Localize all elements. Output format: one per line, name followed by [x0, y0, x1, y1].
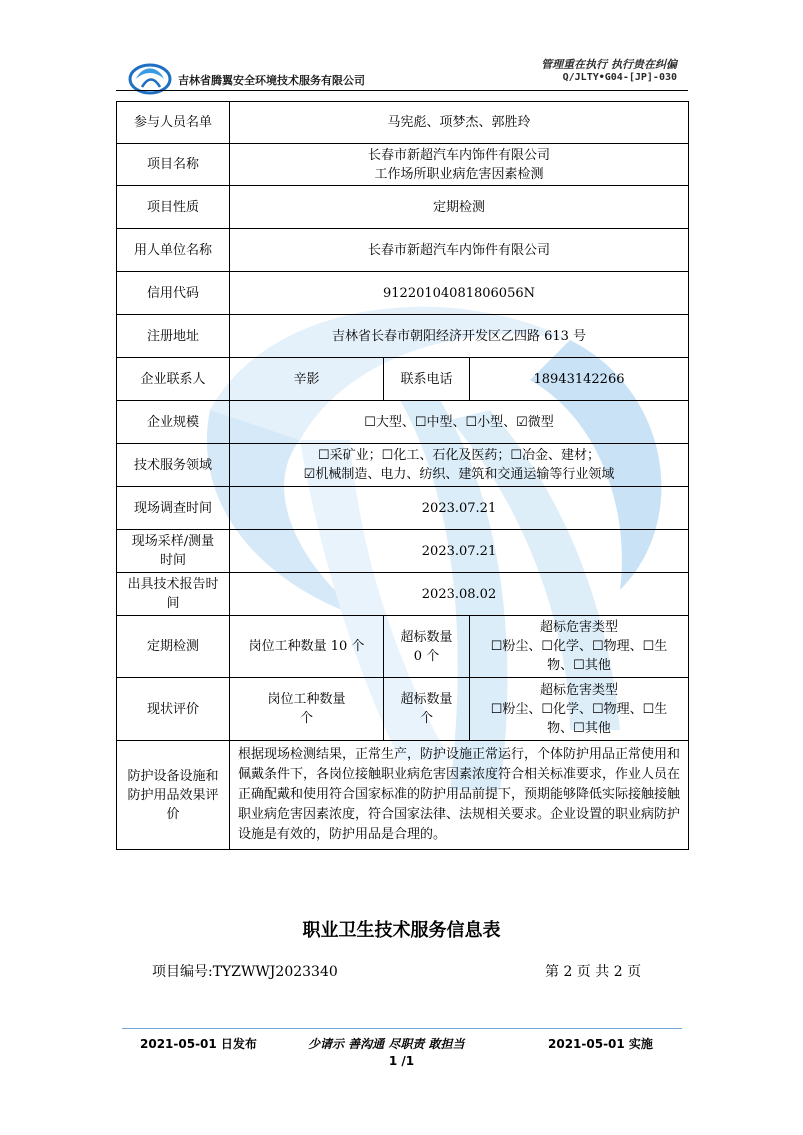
report-time-value: 2023.08.02 — [230, 573, 689, 616]
project-number: 项目编号:TYZWWJ2023340 — [152, 964, 338, 980]
participants-label: 参与人员名单 — [117, 102, 230, 144]
header-divider — [116, 90, 688, 91]
protection-label-line1: 防护设备设施和 — [127, 768, 219, 784]
company-name: 吉林省腾翼安全环境技术服务有限公司 — [178, 74, 365, 87]
participants-value: 马宪彪、项梦杰、郭胜玲 — [230, 102, 689, 144]
project-name-line2: 工作场所职业病危害因素检测 — [374, 166, 544, 182]
header-slogan: 管理重在执行 执行贵在纠偏 — [541, 58, 677, 71]
table-row-address — [117, 315, 689, 358]
current-hazard-title: 超标危害类型 — [539, 682, 618, 698]
periodic-hazard — [470, 616, 689, 678]
phone-label: 联系电话 — [384, 358, 470, 401]
page-title: 职业卫生技术服务信息表 — [302, 920, 501, 941]
current-exceed — [384, 678, 470, 741]
page-indicator: 第 2 页 共 2 页 — [545, 964, 642, 980]
table-row-sampling-time — [117, 530, 689, 573]
field-line2: ☑机械制造、电力、纺织、建筑和交通运输等行业领域 — [303, 467, 615, 482]
current-posts-label: 岗位工种数量 — [267, 692, 346, 707]
footer-divider — [122, 1028, 682, 1029]
contact-label: 企业联系人 — [117, 358, 230, 401]
document-header — [120, 52, 685, 102]
table-row-protection-evaluation — [117, 741, 689, 850]
sampling-time-value: 2023.07.21 — [230, 530, 689, 573]
current-hazard — [470, 678, 689, 741]
current-exceed-unit: 个 — [419, 711, 433, 726]
periodic-hazard-line2: 物、☐其他 — [547, 658, 611, 673]
credit-code-value: 91220104081806056N — [230, 272, 689, 315]
protection-text: 根据现场检测结果，正常生产，防护设施正常运行，个体防护用品正常使用和佩戴条件下，各岗位接触职业病危害因素浓度符合相关标准要求，作业人员在正确配戴和使用符合国家标准的防护用品前提下，预期能够降低实际接触接触职业病危害因素浓度，符合国家法律、法规相关要求。企业设置的职业病防护设施是有效的，防护用品是合理的。 — [230, 741, 689, 850]
table-row-project-nature — [117, 186, 689, 229]
report-label-line2: 间 — [166, 596, 180, 611]
current-label: 现状评价 — [117, 678, 230, 741]
current-hazard-line2: 物、☐其他 — [547, 720, 611, 736]
periodic-label: 定期检测 — [117, 616, 230, 678]
protection-label-line3: 价 — [166, 806, 180, 822]
footer-page-number: 1 /1 — [388, 1054, 415, 1068]
footer-motto: 少请示 善沟通 尽职责 敢担当 — [308, 1037, 465, 1051]
survey-time-value: 2023.07.21 — [230, 487, 689, 530]
field-label: 技术服务领域 — [117, 444, 230, 487]
current-posts — [230, 678, 384, 741]
table-row-project-name — [117, 144, 689, 186]
table-row-current-evaluation — [117, 678, 689, 741]
sampling-label-line1: 现场采样/测量 — [131, 534, 215, 549]
project-name-line1: 长春市新超汽车内饰件有限公司 — [367, 147, 550, 163]
table-row-employer — [117, 229, 689, 272]
survey-time-label: 现场调查时间 — [117, 487, 230, 530]
project-name-label: 项目名称 — [117, 144, 230, 186]
address-value: 吉林省长春市朝阳经济开发区乙四路 613 号 — [230, 315, 689, 358]
phone-value: 18943142266 — [470, 358, 689, 401]
employer-value: 长春市新超汽车内饰件有限公司 — [230, 229, 689, 272]
report-time-label — [117, 573, 230, 616]
periodic-exceed-count: 0 个 — [413, 648, 440, 664]
periodic-posts: 岗位工种数量 10 个 — [230, 616, 384, 678]
table-row-periodic-testing — [117, 616, 689, 678]
contact-value: 辛影 — [230, 358, 384, 401]
table-row-credit-code — [117, 272, 689, 315]
current-hazard-line1: ☐粉尘、☐化学、☐物理、☐生 — [490, 701, 668, 717]
table-row-participants — [117, 102, 689, 144]
field-line1: ☐采矿业；☐化工、石化及医药；☐冶金、建材； — [318, 448, 600, 463]
credit-code-label: 信用代码 — [117, 272, 230, 315]
service-info-table — [116, 101, 689, 850]
project-nature-label: 项目性质 — [117, 186, 230, 229]
protection-label-line2: 防护用品效果评 — [127, 787, 219, 803]
table-row-field — [117, 444, 689, 487]
current-exceed-label: 超标数量 — [400, 692, 453, 707]
periodic-hazard-line1: ☐粉尘、☐化学、☐物理、☐生 — [490, 639, 668, 654]
periodic-exceed — [384, 616, 470, 678]
table-row-survey-time — [117, 487, 689, 530]
table-row-contact — [117, 358, 689, 401]
release-date: 2021-05-01 日发布 — [140, 1037, 257, 1051]
periodic-hazard-title: 超标危害类型 — [539, 620, 618, 635]
protection-label — [117, 741, 230, 850]
employer-label: 用人单位名称 — [117, 229, 230, 272]
project-name-value — [230, 144, 689, 186]
scale-label: 企业规模 — [117, 401, 230, 444]
table-row-scale — [117, 401, 689, 444]
current-posts-unit: 个 — [299, 711, 313, 726]
scale-value: ☐大型、☐中型、☐小型、☑微型 — [230, 401, 689, 444]
table-row-report-time — [117, 573, 689, 616]
document-code: Q/JLTY•G04-[JP]-030 — [562, 72, 677, 83]
field-value — [230, 444, 689, 487]
sampling-time-label — [117, 530, 230, 573]
report-label-line1: 出具技术报告时 — [127, 577, 219, 592]
address-label: 注册地址 — [117, 315, 230, 358]
sampling-label-line2: 时间 — [159, 553, 186, 568]
periodic-exceed-label: 超标数量 — [400, 629, 453, 645]
project-nature-value: 定期检测 — [230, 186, 689, 229]
effective-date: 2021-05-01 实施 — [548, 1037, 653, 1051]
